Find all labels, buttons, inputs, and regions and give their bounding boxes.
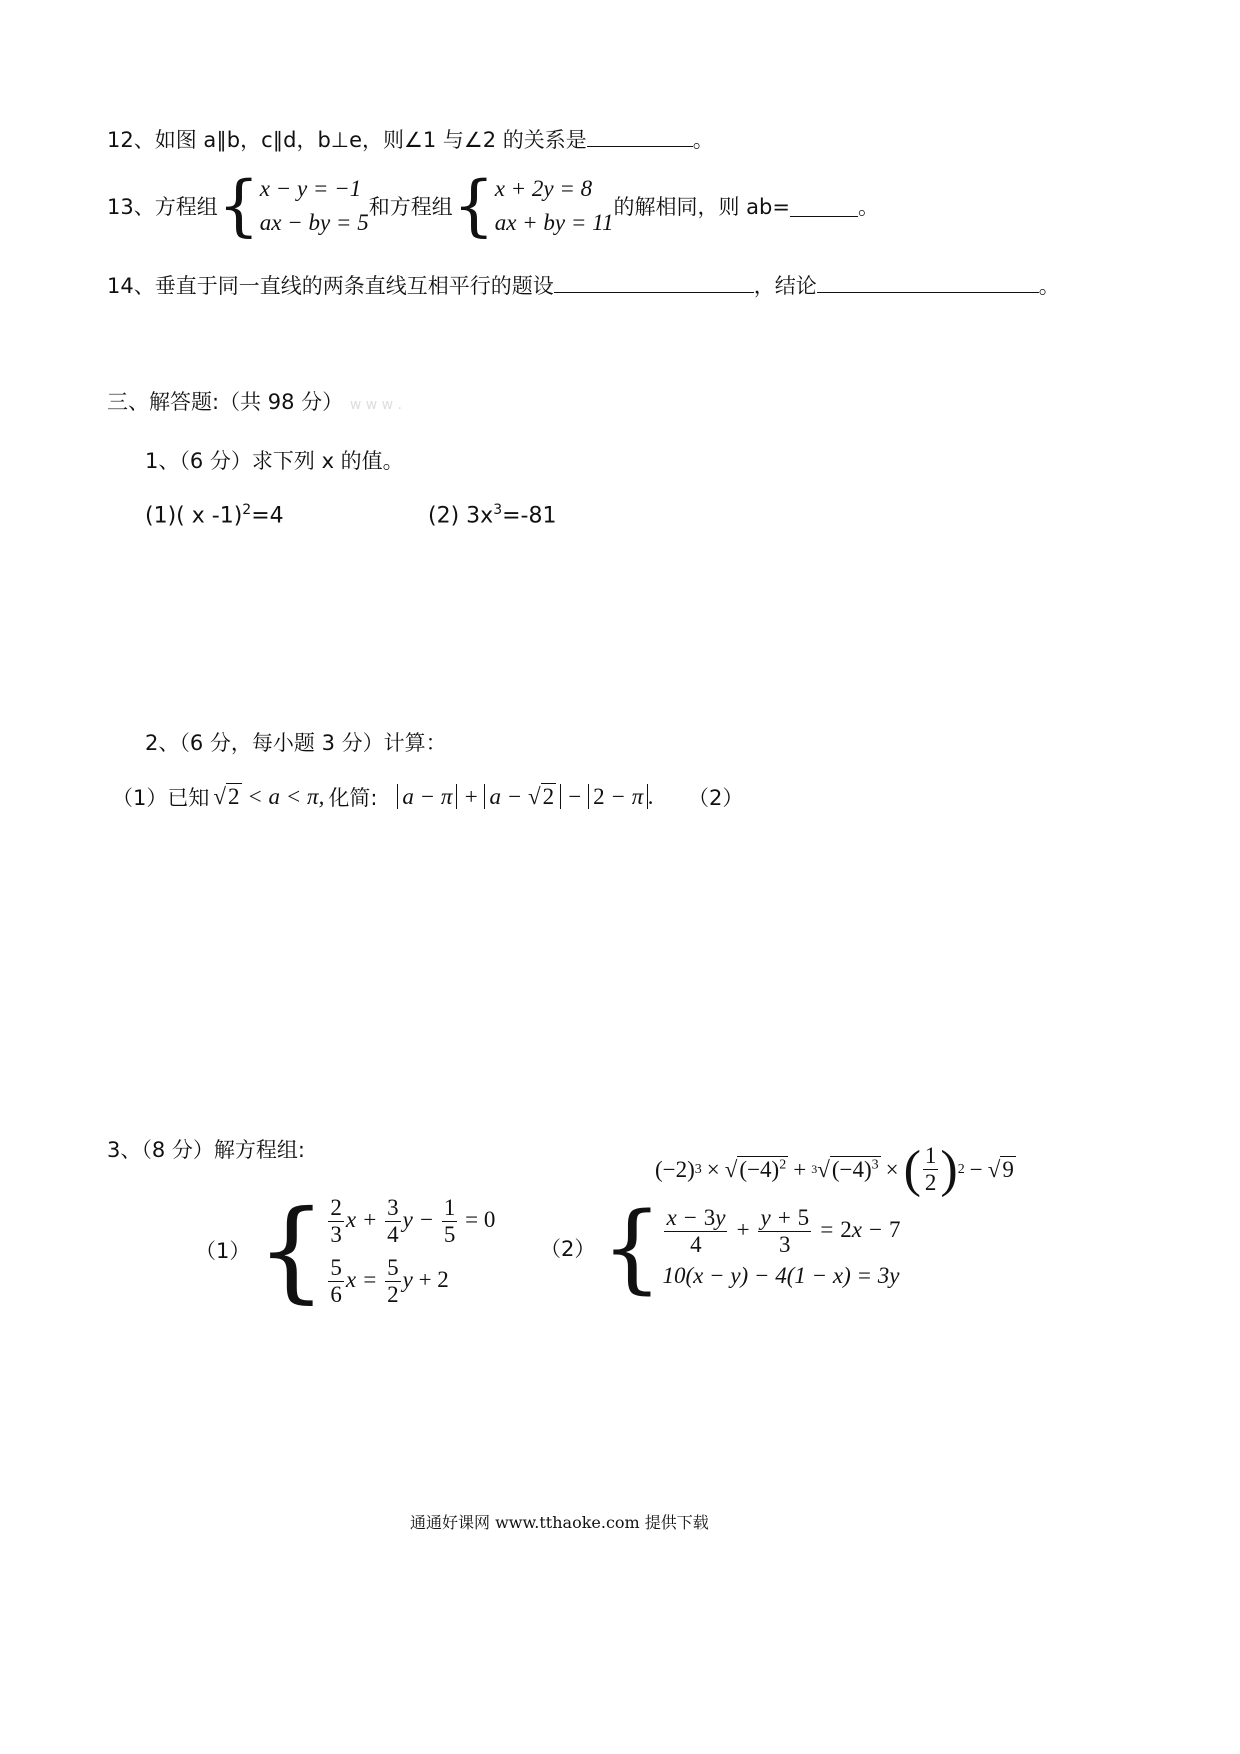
p2-part1-label: （1）已知 (112, 786, 210, 810)
expr-term: 9 (1002, 1157, 1014, 1182)
q14-prefix: 14、垂直于同一直线的两条直线互相平行的题设 (107, 274, 554, 298)
problem-2-title: 2、（6 分，每小题 3 分）计算： (145, 731, 447, 755)
problem-1-part-2 (428, 502, 556, 528)
problem-1-part-1 (145, 502, 284, 528)
q12-text: 12、如图 a∥b，c∥d，b⊥e，则∠1 与∠2 的关系是 (107, 128, 587, 152)
p3-sys2-label: （2） (540, 1237, 596, 1261)
p2-simplify-label: 化简: (328, 786, 378, 810)
q13-system-2 (452, 167, 614, 244)
left-brace-icon: { (452, 167, 495, 244)
p1-a-rhs: =4 (251, 503, 284, 529)
frac-numerator: 1 (924, 1143, 937, 1168)
watermark-text: w w w . (349, 397, 402, 413)
expr-exponent: 2 (779, 1157, 787, 1173)
q14-mid: ，结论 (753, 274, 817, 298)
p1-a-label: (1)( x -1) (145, 503, 243, 529)
p2-absolute-expression: a − π + a − √2 − 2 − π . (397, 784, 654, 810)
question-14 (107, 270, 1060, 300)
expr-operator: × (885, 1156, 899, 1182)
problem-1-title: 1、（6 分）求下列 x 的值。 (145, 449, 404, 473)
root-index: 3 (811, 1162, 818, 1176)
p1-a-exponent: 2 (242, 502, 252, 518)
cbrt-icon: √ (817, 1156, 830, 1182)
problem-3-system-2: （2） { $\frac{x - 3y}{4}$ + $\frac{y + 5}{3}$ = 2x − 7 10(x − y) − 4(1 − x) = 3y (540, 1192, 901, 1304)
q13-suffix: 。 (857, 195, 879, 219)
sqrt-icon: √ (724, 1156, 738, 1182)
left-brace-icon: { (217, 167, 260, 244)
expr-exponent: 3 (871, 1157, 879, 1173)
p2-part2-expression: (−2) 3 × √ $(-4)^2$ + 3 √ $(-4)^3$ × ( $\frac{1}{2}$ ) 2 − √ 9 (655, 1141, 1014, 1198)
p2-part2-label: （2） (687, 786, 744, 810)
question-12 (107, 124, 714, 154)
expr-operator: + (793, 1156, 807, 1182)
expr-term: (−4) (739, 1157, 780, 1182)
expr-operator: × (706, 1156, 720, 1182)
p2-condition: √2 < a < π, (213, 784, 325, 809)
left-brace-icon: { (601, 1192, 663, 1304)
q14-premise-blank[interactable] (554, 272, 754, 293)
p3-sys1-label: （1） (195, 1239, 251, 1263)
q13-system-1 (217, 167, 369, 244)
q13-prefix: 13、方程组 (107, 195, 218, 219)
left-brace-icon: { (256, 1186, 327, 1314)
p1-b-label: (2) 3x (428, 503, 494, 529)
q13-answer-blank[interactable] (790, 196, 858, 217)
q13-sys2-row1: x + 2y = 8 (494, 176, 593, 201)
p1-b-rhs: =-81 (502, 503, 557, 529)
q13-tail: 的解相同，则 ab= (613, 195, 790, 219)
q13-sys1-row2: ax − by = 5 (259, 210, 369, 235)
p2-condition-text: < a < π, (247, 784, 325, 809)
q13-sys1-row1: x − y = −1 (259, 176, 362, 201)
expr-exponent: 2 (957, 1161, 965, 1177)
q14-suffix: 。 (1038, 274, 1060, 298)
footer-text: 通通好课网 www.tthaoke.com 提供下载 (410, 1513, 709, 1532)
problem-3-system-1: （1） { $\frac{2}{3}$ x + $\frac{3}{4}$ y − $\frac{1}{5}$ = 0 $\frac{5}{6}$ x = $\frac{5}{2}$ y + 2 (195, 1186, 496, 1314)
expr-exponent: 3 (694, 1161, 702, 1177)
q13-mid: 和方程组 (368, 195, 453, 219)
expr-term: (−4) (831, 1157, 872, 1182)
sqrt-icon: √ (987, 1156, 1001, 1182)
section-3-title (107, 386, 402, 416)
p3-sys2-row2: 10(x − y) − 4(1 − x) = 3y (662, 1263, 900, 1289)
problem-2-part-1 (112, 782, 743, 812)
q13-sys2-row2: ax + by = 11 (494, 210, 614, 235)
q12-suffix: 。 (692, 128, 714, 152)
expr-term: (−2) (655, 1156, 695, 1182)
expr-operator: − (969, 1156, 983, 1182)
p1-b-exponent: 3 (493, 502, 503, 518)
frac-denominator: 2 (924, 1170, 937, 1195)
q12-answer-blank[interactable] (587, 126, 693, 147)
question-13 (107, 167, 879, 244)
q14-conclusion-blank[interactable] (817, 272, 1039, 293)
section-3-title-text: 三、解答题:（共 98 分） (107, 390, 344, 414)
problem-3-title: 3、（8 分）解方程组: (107, 1138, 305, 1162)
